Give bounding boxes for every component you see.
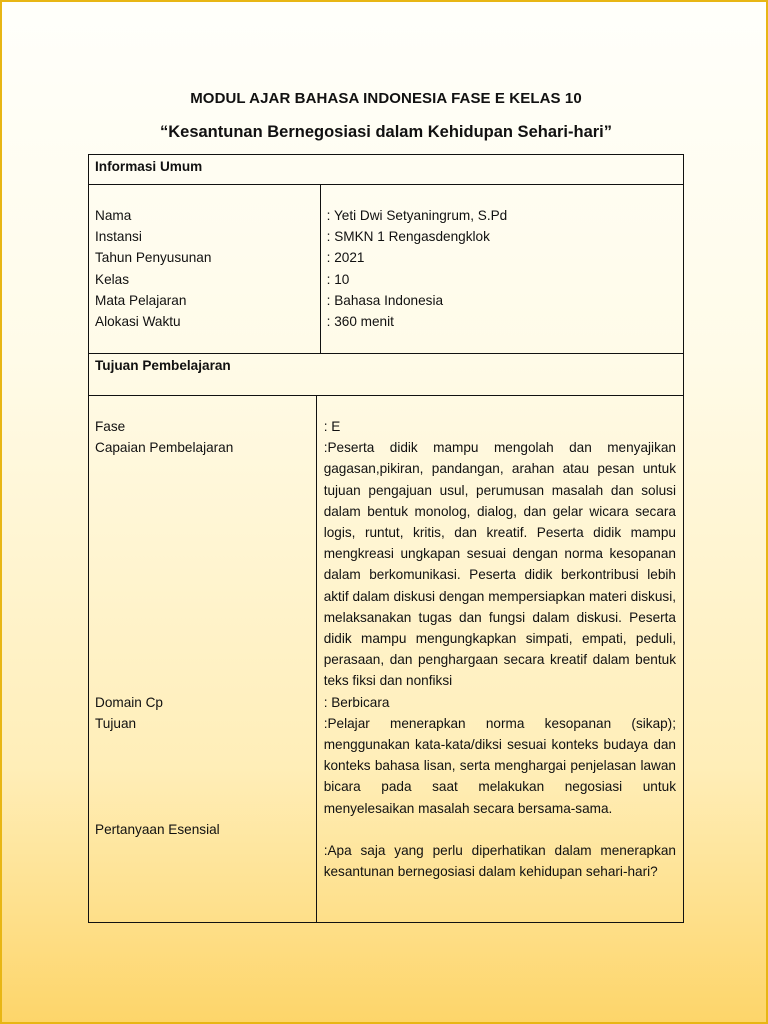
label-capaian-pembelajaran: Capaian Pembelajaran (95, 440, 234, 456)
value-spacer (324, 819, 676, 840)
label-kelas: Kelas (95, 271, 130, 287)
label-fase: Fase (95, 419, 126, 434)
value-pertanyaan-esensial: :Apa saja yang perlu diperhatikan dalam menerapkan kesantunan bernegosiasi dalam kehidupan sehari-hari? (323, 843, 676, 880)
label-nama: Nama (95, 208, 132, 223)
value-tahun-penyusunan: : 2021 (326, 250, 365, 266)
value-instansi: : SMKN 1 Rengasdengklok (326, 229, 490, 245)
informasi-umum-heading: Informasi Umum (89, 155, 684, 185)
value-alokasi-waktu: : 360 menit (326, 313, 394, 329)
module-subtitle: “Kesantunan Bernegosiasi dalam Kehidupan Sehari-hari” (159, 123, 613, 141)
value-kelas: : 10 (326, 271, 350, 287)
informasi-umum-labels (89, 185, 321, 354)
tujuan-pembelajaran-values (316, 396, 683, 923)
label-spacer-2 (95, 734, 310, 819)
informasi-umum-values (320, 185, 683, 354)
label-pertanyaan-esensial: Pertanyaan Esensial (95, 821, 220, 837)
label-mata-pelajaran: Mata Pelajaran (95, 292, 187, 308)
label-domain-cp: Domain Cp (95, 694, 163, 710)
module-title: MODUL AJAR BAHASA INDONESIA FASE E KELAS 10 (190, 90, 582, 107)
value-domain-cp: : Berbicara (323, 694, 390, 710)
label-tahun-penyusunan: Tahun Penyusunan (95, 250, 212, 266)
value-fase: : E (323, 419, 341, 434)
label-tujuan: Tujuan (95, 715, 137, 731)
value-capaian-pembelajaran: :Peserta didik mampu mengolah dan menyajikan gagasan,pikiran, pandangan, arahan atau pesan untuk tujuan pengajuan usul, perumusan masalah dan solusi dalam bentuk monolog, dialog, dan gelar wicara secara logis, runtut, kritis, dan kreatif. Peserta didik mampu mengkreasi ungkapan sesuai dengan norma kesopanan dalam berkomunikasi. Peserta didik berkontribusi lebih aktif dalam diskusi dengan mempersiapkan materi diskusi, melaksanakan tugas dan fungsi dalam diskusi. Peserta didik mampu mengungkapkan simpati, empati, peduli, perasaan, dan penghargaan secara kreatif dalam bentuk teks fiksi dan nonfiksi (323, 440, 676, 689)
label-alokasi-waktu: Alokasi Waktu (95, 313, 181, 329)
value-tujuan: :Pelajar menerapkan norma kesopanan (sikap); menggunakan kata-kata/diksi sesuai konteks budaya dan konteks bahasa lisan, serta menghargai penjelasan lawan bicara pada saat melakukan negosiasi untuk menyelesaikan masalah secara bersama-sama. (323, 715, 676, 816)
label-spacer (95, 458, 310, 691)
value-nama: : Yeti Dwi Setyaningrum, S.Pd (326, 208, 508, 223)
label-instansi: Instansi (95, 229, 142, 245)
module-table (88, 154, 684, 923)
tujuan-pembelajaran-heading: Tujuan Pembelajaran (89, 354, 684, 396)
tujuan-pembelajaran-labels (89, 396, 317, 923)
value-mata-pelajaran: : Bahasa Indonesia (326, 292, 444, 308)
